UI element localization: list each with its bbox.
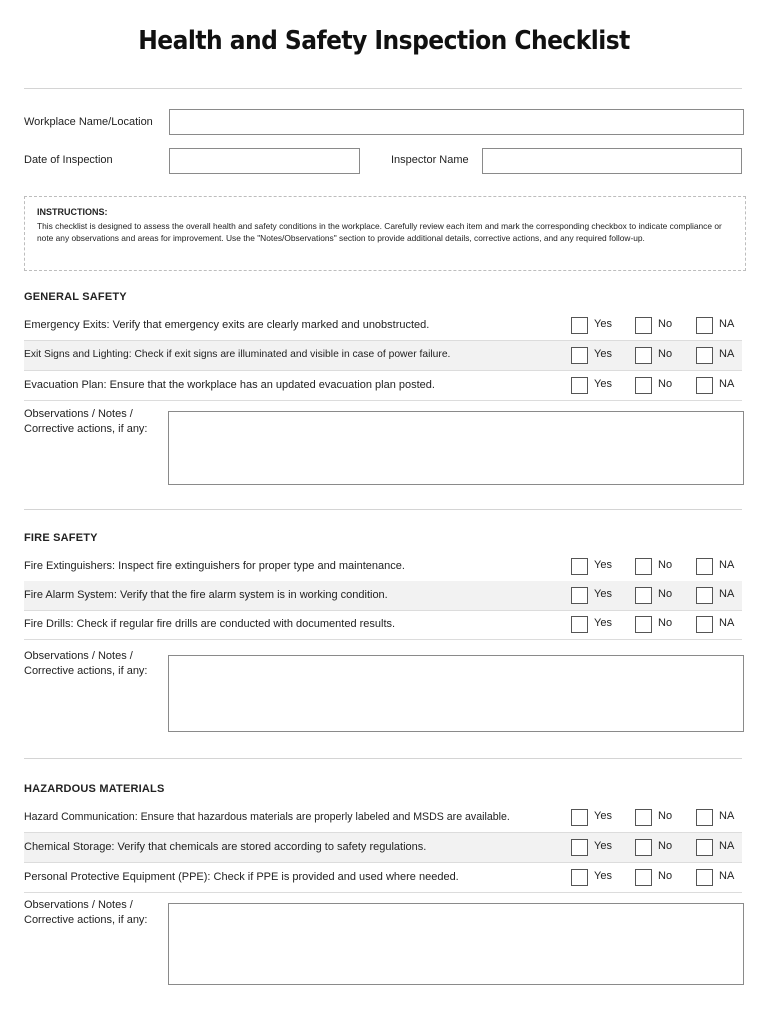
item-label: Fire Extinguishers: Inspect fire extinguishers for proper type and maintenance. — [24, 560, 405, 572]
section-title-general-safety: GENERAL SAFETY — [24, 291, 127, 303]
option-label: Yes — [594, 318, 612, 330]
item-label: Personal Protective Equipment (PPE): Check if PPE is provided and used where needed. — [24, 871, 459, 883]
option-label: No — [658, 810, 673, 822]
checklist-row — [24, 803, 742, 833]
date-label: Date of Inspection — [24, 154, 113, 166]
checkbox[interactable] — [696, 809, 713, 826]
option-label: Yes — [594, 810, 612, 822]
notes-label-line2: Corrective actions, if any: — [24, 423, 148, 435]
checkbox[interactable] — [696, 347, 713, 364]
notes-field[interactable] — [168, 655, 744, 732]
option-label: No — [658, 559, 673, 571]
option-label: Yes — [594, 588, 612, 600]
notes-label-line1: Observations / Notes / — [24, 408, 133, 420]
checkbox[interactable] — [571, 809, 588, 826]
checkbox[interactable] — [696, 839, 713, 856]
notes-label — [24, 407, 148, 437]
checkbox[interactable] — [635, 587, 652, 604]
option-label: Yes — [594, 840, 612, 852]
inspector-label: Inspector Name — [391, 154, 469, 166]
option-label: NA — [719, 617, 735, 629]
notes-label-line1: Observations / Notes / — [24, 650, 133, 662]
checklist-row — [24, 863, 742, 893]
section-title-fire-safety: FIRE SAFETY — [24, 532, 98, 544]
notes-label — [24, 649, 148, 679]
notes-label — [24, 898, 148, 928]
checkbox[interactable] — [635, 377, 652, 394]
option-label: No — [658, 348, 673, 360]
option-label: No — [658, 378, 673, 390]
checkbox[interactable] — [571, 869, 588, 886]
checkbox[interactable] — [571, 317, 588, 334]
option-label: Yes — [594, 559, 612, 571]
item-label: Fire Alarm System: Verify that the fire alarm system is in working condition. — [24, 589, 388, 601]
page-title: Health and Safety Inspection Checklist — [138, 26, 630, 56]
checklist-row — [24, 371, 742, 401]
notes-label-line1: Observations / Notes / — [24, 899, 133, 911]
checkbox[interactable] — [696, 616, 713, 633]
date-field[interactable] — [169, 148, 360, 174]
checklist-row — [24, 341, 742, 371]
item-label: Hazard Communication: Ensure that hazardous materials are properly labeled and MSDS are available. — [24, 811, 510, 823]
option-label: No — [658, 588, 673, 600]
option-label: NA — [719, 559, 735, 571]
checkbox[interactable] — [571, 587, 588, 604]
item-label: Evacuation Plan: Ensure that the workplace has an updated evacuation plan posted. — [24, 379, 435, 391]
option-label: NA — [719, 378, 735, 390]
option-label: No — [658, 840, 673, 852]
option-label: NA — [719, 588, 735, 600]
option-label: Yes — [594, 348, 612, 360]
option-label: No — [658, 318, 673, 330]
checklist-row — [24, 833, 742, 863]
instructions-box — [24, 196, 746, 271]
notes-label-line2: Corrective actions, if any: — [24, 665, 148, 677]
option-label: NA — [719, 810, 735, 822]
option-label: No — [658, 870, 673, 882]
checkbox[interactable] — [696, 377, 713, 394]
checkbox[interactable] — [696, 869, 713, 886]
item-label: Emergency Exits: Verify that emergency exits are clearly marked and unobstructed. — [24, 319, 430, 331]
checkbox[interactable] — [635, 558, 652, 575]
option-label: NA — [719, 840, 735, 852]
item-label: Fire Drills: Check if regular fire drills are conducted with documented results. — [24, 618, 396, 630]
option-label: Yes — [594, 870, 612, 882]
notes-field[interactable] — [168, 411, 744, 485]
checkbox[interactable] — [635, 869, 652, 886]
item-label: Exit Signs and Lighting: Check if exit signs are illuminated and visible in case of power failure. — [24, 349, 451, 360]
option-label: NA — [719, 870, 735, 882]
title-divider — [24, 88, 742, 89]
checklist-row — [24, 552, 742, 582]
checklist-row — [24, 581, 742, 611]
checkbox[interactable] — [635, 616, 652, 633]
checkbox[interactable] — [571, 616, 588, 633]
checkbox[interactable] — [696, 317, 713, 334]
checkbox[interactable] — [696, 558, 713, 575]
section-divider — [24, 509, 742, 510]
checklist-row — [24, 311, 742, 341]
checkbox[interactable] — [635, 809, 652, 826]
notes-label-line2: Corrective actions, if any: — [24, 914, 148, 926]
option-label: NA — [719, 348, 735, 360]
workplace-label: Workplace Name/Location — [24, 116, 153, 128]
option-label: No — [658, 617, 673, 629]
checkbox[interactable] — [635, 839, 652, 856]
workplace-field[interactable] — [169, 109, 744, 135]
checkbox[interactable] — [635, 347, 652, 364]
section-divider — [24, 758, 742, 759]
item-label: Chemical Storage: Verify that chemicals are stored according to safety regulations. — [24, 841, 427, 853]
notes-field[interactable] — [168, 903, 744, 985]
instructions-text: This checklist is designed to assess the overall health and safety conditions in the workplace. Carefully review each item and mark the corresponding checkbox to indicate compliance or note any observations and areas for improvement. Use the "Notes/Observations" section to provide additional details, corrective actions, and any required follow-up. — [37, 221, 722, 244]
checkbox[interactable] — [571, 839, 588, 856]
checkbox[interactable] — [571, 377, 588, 394]
checkbox[interactable] — [571, 558, 588, 575]
checkbox[interactable] — [696, 587, 713, 604]
section-title-hazardous-materials: HAZARDOUS MATERIALS — [24, 783, 165, 795]
checklist-row — [24, 610, 742, 640]
instructions-heading: INSTRUCTIONS: — [37, 207, 108, 217]
option-label: NA — [719, 318, 735, 330]
checkbox[interactable] — [571, 347, 588, 364]
inspector-field[interactable] — [482, 148, 742, 174]
checkbox[interactable] — [635, 317, 652, 334]
option-label: Yes — [594, 617, 612, 629]
option-label: Yes — [594, 378, 612, 390]
